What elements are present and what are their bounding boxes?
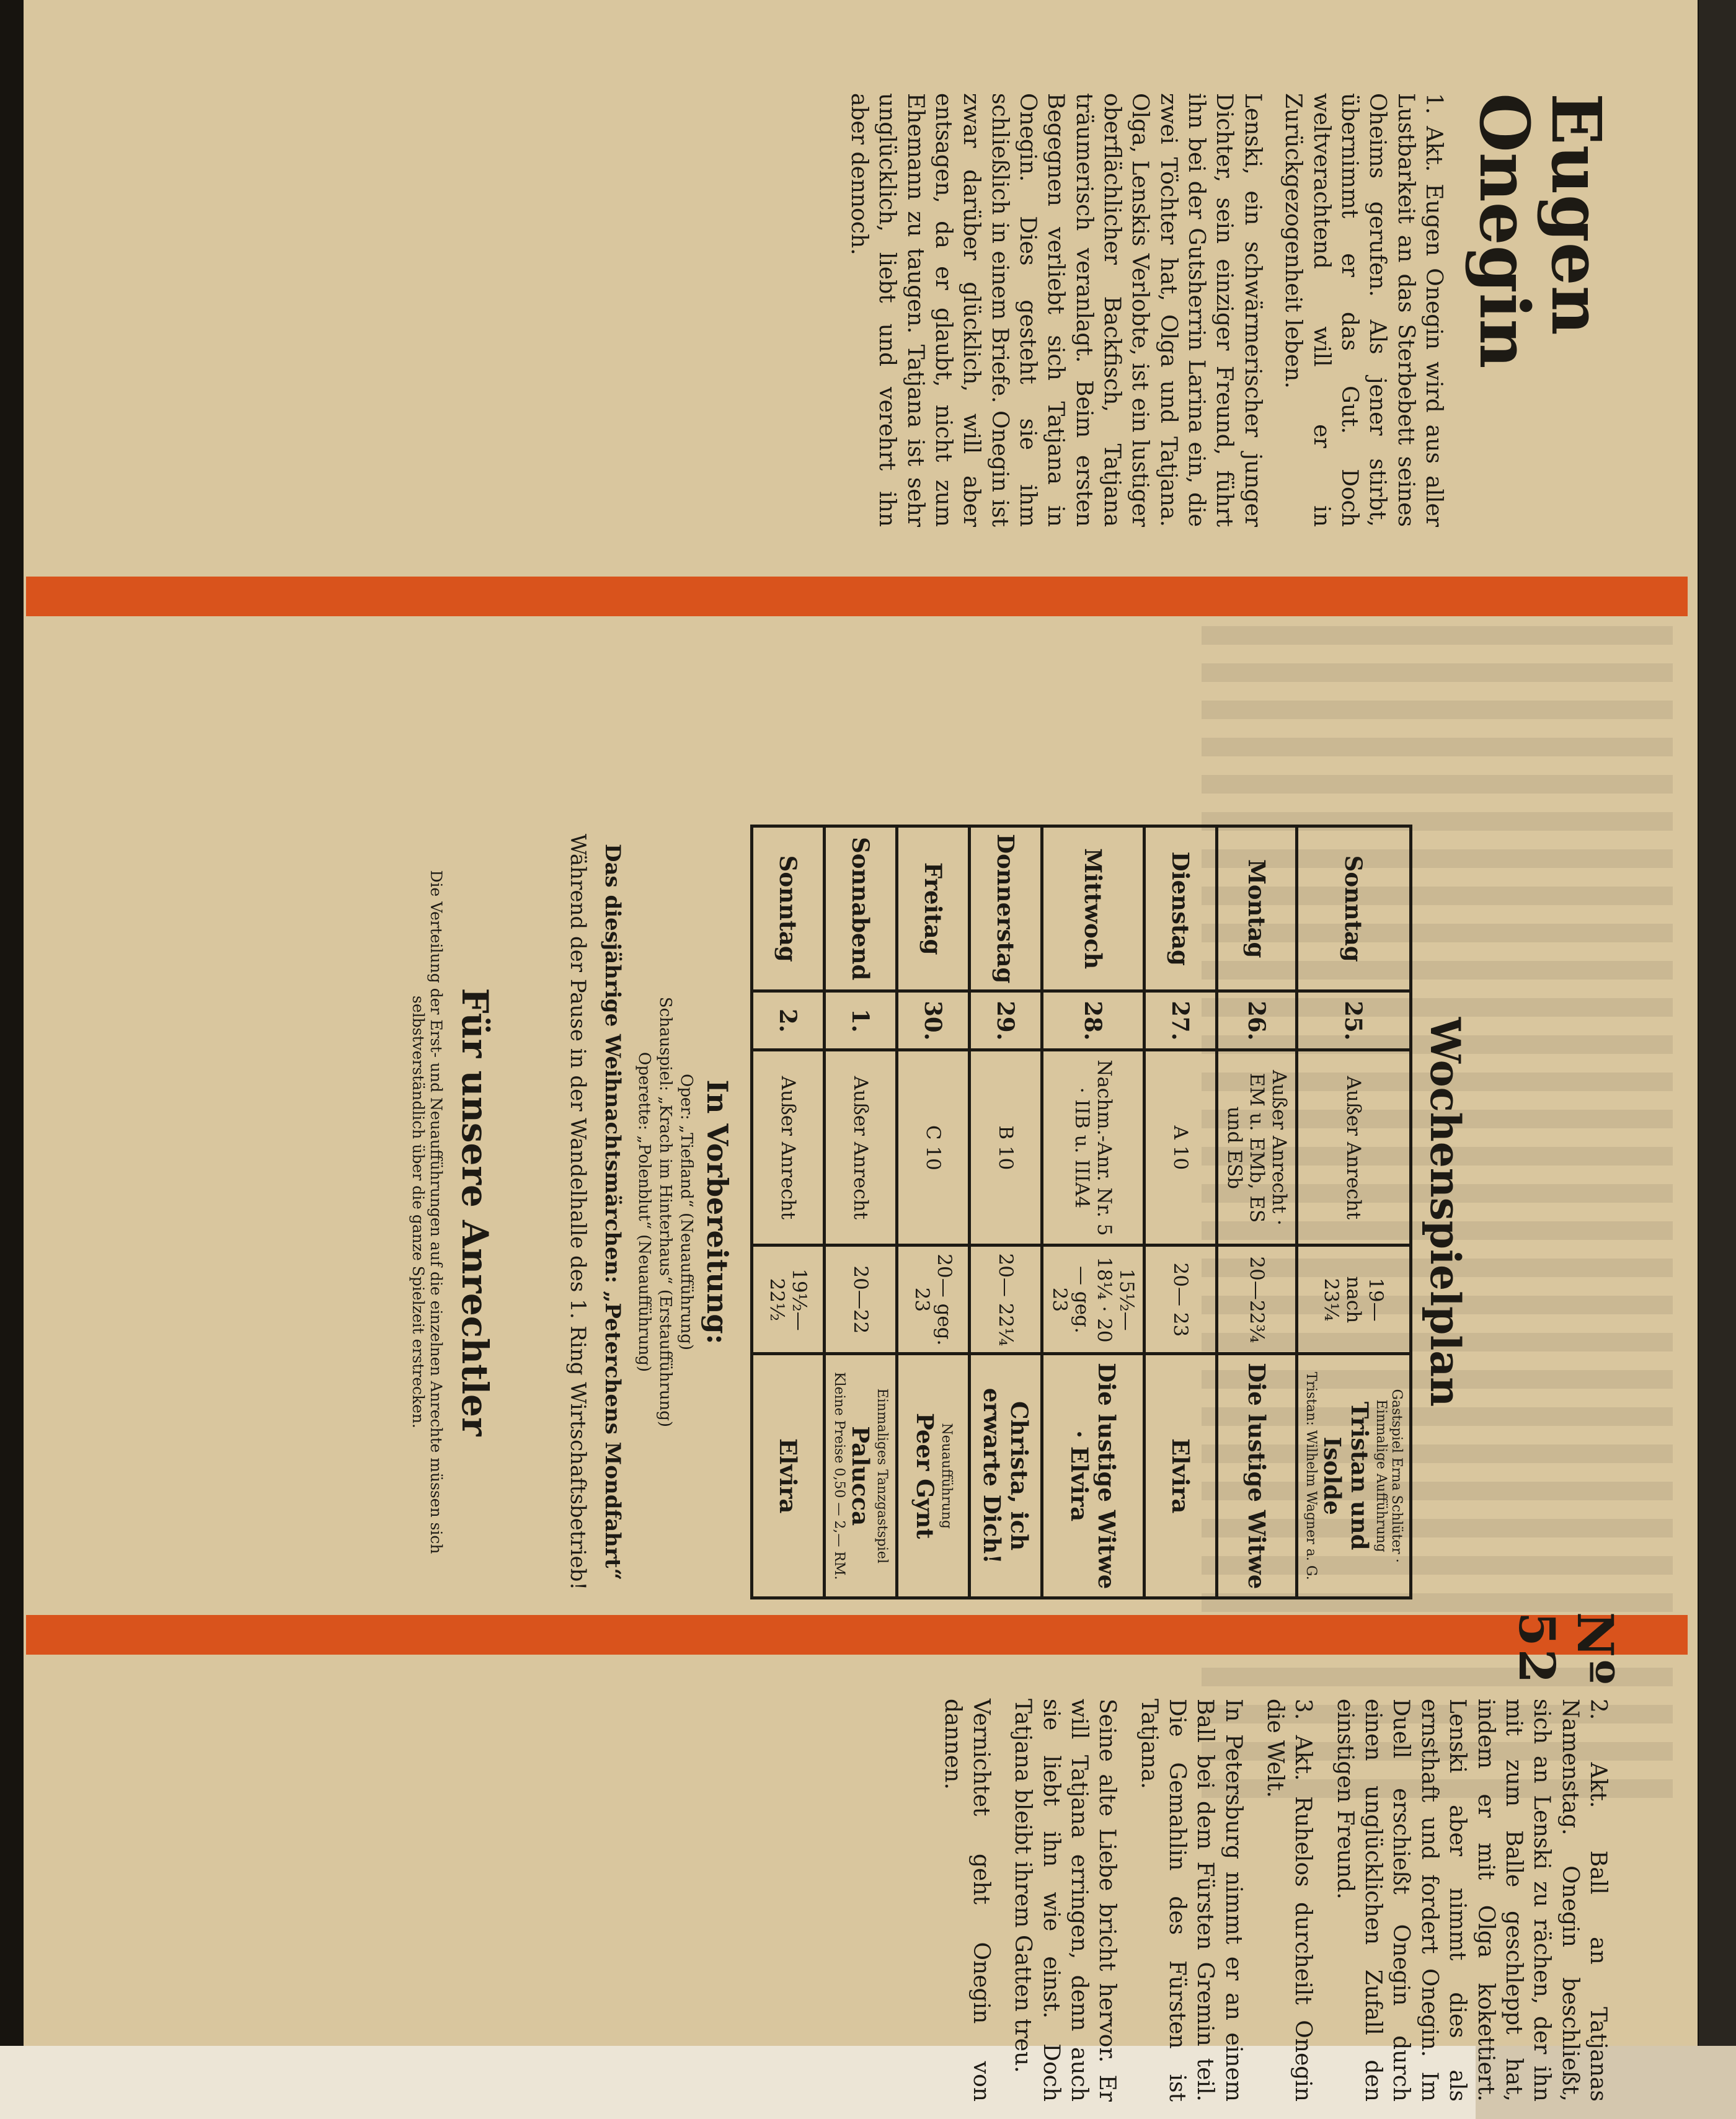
performance-extra: Kleine Preise 0,50 — 2,— RM. <box>831 1371 847 1580</box>
schedule-row <box>1145 826 1217 1598</box>
date-cell: 26. <box>1217 991 1297 1050</box>
performance-note: Einmaliges Tanzgastspiel <box>874 1388 890 1564</box>
subscription-cell: C 10 <box>897 1050 970 1245</box>
date-cell: 27. <box>1145 991 1217 1050</box>
subscriber-heading: Für unsere Anrechtler <box>454 988 496 1436</box>
preparation-heading: In Vorbereitung: <box>701 1079 734 1345</box>
act-3-paragraph-2: Seine alte Liebe bricht hervor. Er will Tatjana erringen, denn auch sie liebt ihn wie einst. Doch Tatjana bleibt ihrem Gatten treu. <box>1010 1699 1120 2102</box>
subscription-cell: Außer Anrecht <box>825 1050 897 1245</box>
schedule-row <box>970 826 1042 1598</box>
act-1-paragraph: 1. Akt. Eugen Onegin wird aus aller Lustbarkeit an das Sterbebett seines Oheims gerufen. Als jener stirbt, übernimmt er das Gut. Doch weltverachtend will er in Zurückgezogenheit leben. <box>1280 93 1446 527</box>
date-cell: 28. <box>1042 991 1145 1050</box>
time-cell: 20— geg. 23 <box>897 1245 970 1354</box>
day-cell: Sonntag <box>1297 826 1411 991</box>
performance-cell <box>970 1354 1042 1598</box>
time-cell: 15½— 18¼ · 20— geg. 23 <box>1042 1245 1145 1354</box>
time-cell: 19— nach 23¼ <box>1297 1245 1411 1354</box>
act-2-paragraph: 2. Akt. Ball an Tatjanas Namenstag. Onegin beschließt, sich an Lenski zu rächen, der ihn mit zum Balle geschleppt hat, indem er mit Olga kokettiert. Lenski aber nimmt dies als ernsthaft und fordert Onegin. Im Duell erschießt Onegin durch einen unglücklichen Zufall den einstigen Freund. <box>1332 1699 1611 2102</box>
act-1-paragraph-2: Lenski, ein schwärmerischer junger Dichter, sein einziger Freund, führt ihn bei der Gutsherrin Larina ein, die zwei Töchter hat, Olga und Tatjana. Olga, Lenskis Verlobte, ist ein lustiger oberflächlicher Backfisch, Tatjana träumerisch veranlagt. Beim ersten Begegnen verliebt sich Tatjana in Onegin. Dies gesteht sie ihm schließlich in einem Briefe. Onegin ist zwar darüber glücklich, will aber entsagen, da er glaubt, nicht zum Ehemann zu taugen. Tatjana ist sehr unglücklich, liebt und verehrt ihn aber dennoch. <box>846 93 1265 527</box>
schedule-table <box>750 825 1412 1599</box>
performance-title: Palucca <box>847 1426 874 1526</box>
performance-title: Die lustige Witwe <box>1243 1363 1270 1590</box>
schedule-row <box>1217 826 1297 1598</box>
schedule-title: Wochenspielplan <box>1421 1017 1469 1407</box>
binding-edge <box>1699 0 1736 2119</box>
act-3-paragraph-3: Vernichtet geht Onegin von dannen. <box>940 1699 994 2102</box>
subscription-cell: Außer Anrecht <box>752 1050 825 1245</box>
performance-title: Christa, ich erwarte Dich! <box>978 1387 1033 1564</box>
subscription-cell: B 10 <box>970 1050 1042 1245</box>
act-3-heading: 3. Akt. Ruhelos durcheilt Onegin die Welt. <box>1262 1699 1316 2102</box>
day-cell: Mittwoch <box>1042 826 1145 991</box>
performance-cell <box>1217 1354 1297 1598</box>
day-cell: Freitag <box>897 826 970 991</box>
subscription-cell: Nachm.-Anr. Nr. 5 · IIB u. IIIA4 <box>1042 1050 1145 1245</box>
date-cell: 30. <box>897 991 970 1050</box>
subscription-cell: A 10 <box>1145 1050 1217 1245</box>
issue-number: Nº 52 <box>1508 1612 1624 1688</box>
performance-title: Elvira <box>1167 1438 1194 1514</box>
performance-title: Elvira <box>774 1438 802 1514</box>
subscription-cell: Außer Anrecht · EM u. EMb, ES und ESb <box>1217 1050 1297 1245</box>
schedule-row <box>897 826 970 1598</box>
time-cell: 20— 23 <box>1145 1245 1217 1354</box>
pause-note: Während der Pause in der Wandelhalle des 1. Ring Wirtschaftsbetrieb! <box>565 833 590 1591</box>
day-cell: Sonntag <box>752 826 825 991</box>
time-cell: 20—22 <box>825 1245 897 1354</box>
synopsis-column-2 <box>732 1699 1612 2102</box>
performance-cell <box>897 1354 970 1598</box>
performance-cell <box>825 1354 897 1598</box>
subscription-cell: Außer Anrecht <box>1297 1050 1411 1245</box>
date-cell: 1. <box>825 991 897 1050</box>
opera-title: Eugen Onegin <box>1464 93 1616 369</box>
performance-cell <box>1042 1354 1145 1598</box>
schedule-row <box>752 826 825 1598</box>
christmas-play-note: Das diesjährige Weihnachtsmärchen: „Peterchens Mondfahrt“ <box>600 843 625 1581</box>
date-cell: 2. <box>752 991 825 1050</box>
performance-note: Gastspiel Erna Schlüter · Einmalige Aufführung <box>1373 1389 1404 1563</box>
performance-cell <box>1297 1354 1411 1598</box>
subscriber-notice <box>174 825 496 1599</box>
performance-title: Tristan und Isolde <box>1319 1401 1373 1551</box>
day-cell: Sonnabend <box>825 826 897 991</box>
issue-number-block <box>1463 1612 1624 1692</box>
prep-line-operetta: Operette: „Polenblut“ (Neuaufführung) <box>635 1051 653 1373</box>
orange-divider-top <box>26 577 1688 616</box>
day-cell: Montag <box>1217 826 1297 991</box>
orange-divider-bottom <box>26 1615 1688 1655</box>
performance-title: Peer Gynt <box>911 1413 939 1539</box>
performance-cell <box>1145 1354 1217 1598</box>
weekly-schedule <box>565 825 1469 1599</box>
day-cell: Donnerstag <box>970 826 1042 991</box>
date-cell: 29. <box>970 991 1042 1050</box>
time-cell: 20— 22¼ <box>970 1245 1042 1354</box>
day-cell: Dienstag <box>1145 826 1217 991</box>
performance-extra: Tristan: Wilhelm Wagner a. G. <box>1303 1371 1319 1580</box>
date-cell: 25. <box>1297 991 1411 1050</box>
prep-line-play: Schauspiel: „Krach im Hinterhaus“ (Erstaufführung) <box>656 996 675 1428</box>
subscriber-text: Die Verteilung der Erst- und Neuaufführungen auf die einzelnen Anrechte müssen sich selbstverständlich über die ganze Spielzeit erstrecken. <box>409 870 445 1554</box>
performance-title: Die lustige Witwe · Elvira <box>1066 1363 1120 1590</box>
act-3-paragraph-1: In Petersburg nimmt er an einem Ball bei dem Fürsten Gremin teil. Die Gemahlin des Fürsten ist Tatjana. <box>1136 1699 1246 2102</box>
performance-cell <box>752 1354 825 1598</box>
schedule-row <box>1297 826 1411 1598</box>
performance-note: Neuaufführung <box>939 1423 955 1529</box>
schedule-row <box>825 826 897 1598</box>
time-cell: 19½— 22½ <box>752 1245 825 1354</box>
prep-line-opera: Oper: „Tiefland“ (Neuaufführung) <box>677 1073 696 1351</box>
schedule-row <box>1042 826 1145 1598</box>
synopsis-column-1 <box>846 93 1616 527</box>
time-cell: 20—22¾ <box>1217 1245 1297 1354</box>
